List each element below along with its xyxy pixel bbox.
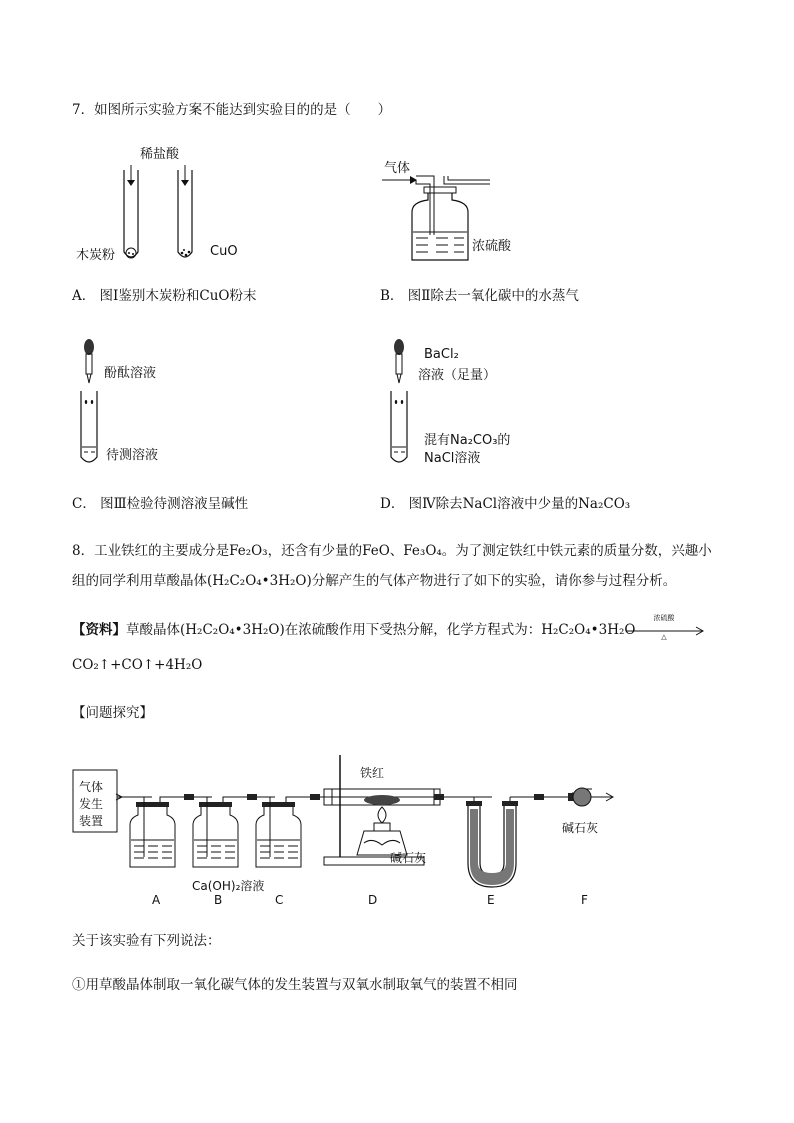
info-text: 草酸晶体(H₂C₂O₄•3H₂O)在浓硫酸作用下受热分解，化学方程式为：H₂C₂O₄•3H₂O [126,622,636,638]
label-e: E [487,893,495,907]
option-a[interactable]: A． 图Ⅰ鉴别木炭粉和CuO粉末 [72,288,257,304]
statement-1: ①用草酸晶体制取一氧化碳气体的发生装置与双氧水制取氧气的装置不相同 [72,977,518,993]
label-d: D [368,893,378,907]
option-c[interactable]: C． 图Ⅲ检验待测溶液呈碱性 [72,496,249,512]
bacl2-sufficient-label: 溶液（足量） [418,368,497,383]
acid-label: 稀盐酸 [140,147,180,162]
label-c: C [275,893,284,907]
about-heading: 关于该实验有下列说法： [72,933,221,949]
info-line [72,622,635,638]
arrow-condition-bottom: △ [661,633,667,641]
label-b: B [214,893,223,907]
iron-red-label: 铁红 [360,766,385,780]
gen-text-2: 发生 [79,797,104,811]
soda-lime-f-label: 碱石灰 [562,821,599,835]
mixed-label: 混有Na₂CO₃的 [424,433,511,448]
explore-heading: 【问题探究】 [72,705,153,721]
nacl-label: NaCl溶液 [424,451,481,466]
option-d[interactable]: D． 图Ⅳ除去NaCl溶液中少量的Na₂CO₃ [380,496,631,512]
info-tag: 【资料】 [72,622,126,638]
soda-lime-d-label: 碱石灰 [390,851,427,865]
apparatus-diagram [72,745,642,915]
limewater-label: Ca(OH)₂溶液 [192,879,265,893]
arrow-condition-top: 浓硫酸 [653,614,675,622]
phenol-label: 酚酞溶液 [104,366,157,381]
charcoal-label: 木炭粉 [76,248,116,263]
bacl2-label: BaCl₂ [424,347,459,362]
products: CO₂↑+CO↑+4H₂O [72,657,203,673]
cuo-label: CuO [210,244,238,259]
h2so4-label: 浓硫酸 [472,239,512,254]
label-f: F [581,893,588,907]
gen-text-1: 气体 [79,780,104,794]
q8-line1: 8．工业铁红的主要成分是Fe₂O₃，还含有少量的FeO、Fe₃O₄。为了测定铁红中铁元素的质量分数，兴趣小 [72,543,712,559]
q7-stem: 7．如图所示实验方案不能达到实验目的的是（ ） [72,102,392,118]
q8-line2: 组的同学利用草酸晶体(H₂C₂O₄•3H₂O)分解产生的气体产物进行了如下的实验，请你参与过程分析。 [72,573,677,589]
figure-4 [385,335,425,470]
option-b[interactable]: B． 图Ⅱ除去一氧化碳中的水蒸气 [380,288,579,304]
label-a: A [152,893,161,907]
test-solution-label: 待测溶液 [106,448,159,463]
gen-text-3: 装置 [79,814,104,828]
gas-label: 气体 [384,161,411,176]
